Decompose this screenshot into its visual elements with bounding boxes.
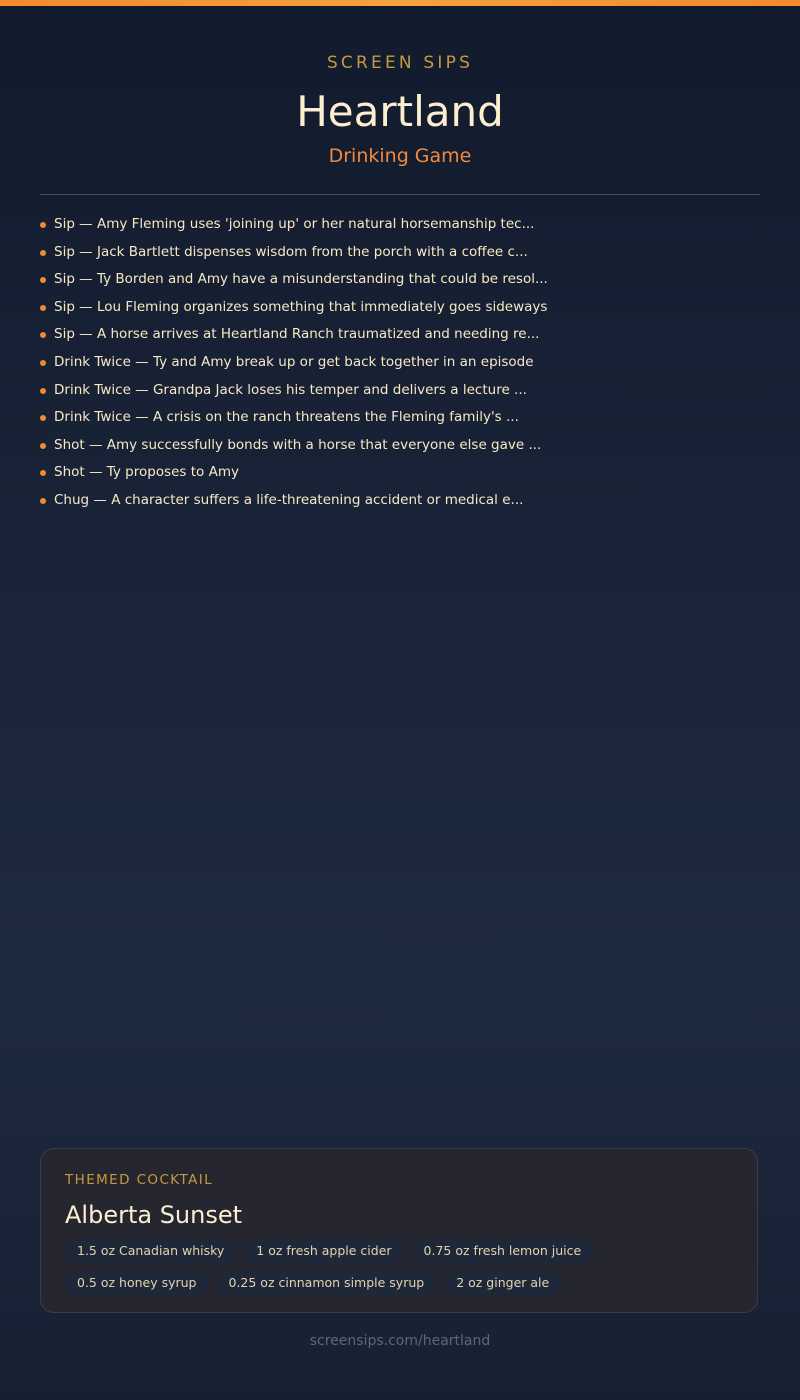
rule-item xyxy=(40,487,760,515)
rule-item xyxy=(40,266,760,294)
ingredient-list xyxy=(65,1239,733,1295)
rule-text: Shot — Ty proposes to Amy xyxy=(54,464,239,481)
bullet-icon xyxy=(40,360,46,366)
cocktail-name: Alberta Sunset xyxy=(65,1201,243,1229)
bullet-icon xyxy=(40,277,46,283)
cocktail-card xyxy=(40,1148,758,1313)
bullet-icon xyxy=(40,388,46,394)
rule-text: Sip — Ty Borden and Amy have a misunderstanding that could be resol... xyxy=(54,271,548,288)
bullet-icon xyxy=(40,222,46,228)
bullet-icon xyxy=(40,415,46,421)
page-title: Heartland xyxy=(296,87,504,136)
rule-item xyxy=(40,404,760,432)
top-accent-bar xyxy=(0,0,800,6)
ingredient-chip: 0.75 oz fresh lemon juice xyxy=(412,1239,594,1263)
rule-item xyxy=(40,211,760,239)
rule-text: Drink Twice — Ty and Amy break up or get back together in an episode xyxy=(54,353,534,370)
cocktail-kicker: THEMED COCKTAIL xyxy=(65,1172,214,1188)
rule-item xyxy=(40,294,760,322)
rule-text: Sip — Lou Fleming organizes something that immediately goes sideways xyxy=(54,298,548,315)
ingredient-chip: 1.5 oz Canadian whisky xyxy=(65,1239,236,1263)
rule-text: Shot — Amy successfully bonds with a horse that everyone else gave ... xyxy=(54,436,542,453)
brand-name: SCREEN SIPS xyxy=(326,53,474,73)
rule-item xyxy=(40,349,760,377)
page-header xyxy=(0,50,800,170)
rule-text: Sip — A horse arrives at Heartland Ranch traumatized and needing re... xyxy=(54,326,540,343)
bullet-icon xyxy=(40,470,46,476)
page-subtitle: Drinking Game xyxy=(328,145,472,167)
bullet-icon xyxy=(40,305,46,311)
ingredient-chip: 2 oz ginger ale xyxy=(444,1271,561,1295)
bullet-icon xyxy=(40,443,46,449)
rule-item xyxy=(40,239,760,267)
bullet-icon xyxy=(40,250,46,256)
rule-text: Drink Twice — A crisis on the ranch threatens the Fleming family's ... xyxy=(54,409,519,426)
rule-text: Sip — Jack Bartlett dispenses wisdom from the porch with a coffee c... xyxy=(54,243,528,260)
rule-item xyxy=(40,377,760,405)
rule-text: Chug — A character suffers a life-threatening accident or medical e... xyxy=(54,491,524,508)
rule-text: Sip — Amy Fleming uses 'joining up' or her natural horsemanship tec... xyxy=(54,216,535,232)
header-divider xyxy=(40,194,760,195)
rule-item xyxy=(40,432,760,460)
bullet-icon xyxy=(40,332,46,338)
rule-text: Drink Twice — Grandpa Jack loses his temper and delivers a lecture ... xyxy=(54,381,527,398)
ingredient-chip: 0.25 oz cinnamon simple syrup xyxy=(217,1271,437,1295)
rules-list xyxy=(40,211,760,515)
bullet-icon xyxy=(40,498,46,504)
footer-url: screensips.com/heartland xyxy=(309,1333,491,1349)
rule-item xyxy=(40,459,760,487)
rule-item xyxy=(40,321,760,349)
ingredient-chip: 0.5 oz honey syrup xyxy=(65,1271,209,1295)
ingredient-chip: 1 oz fresh apple cider xyxy=(244,1239,403,1263)
